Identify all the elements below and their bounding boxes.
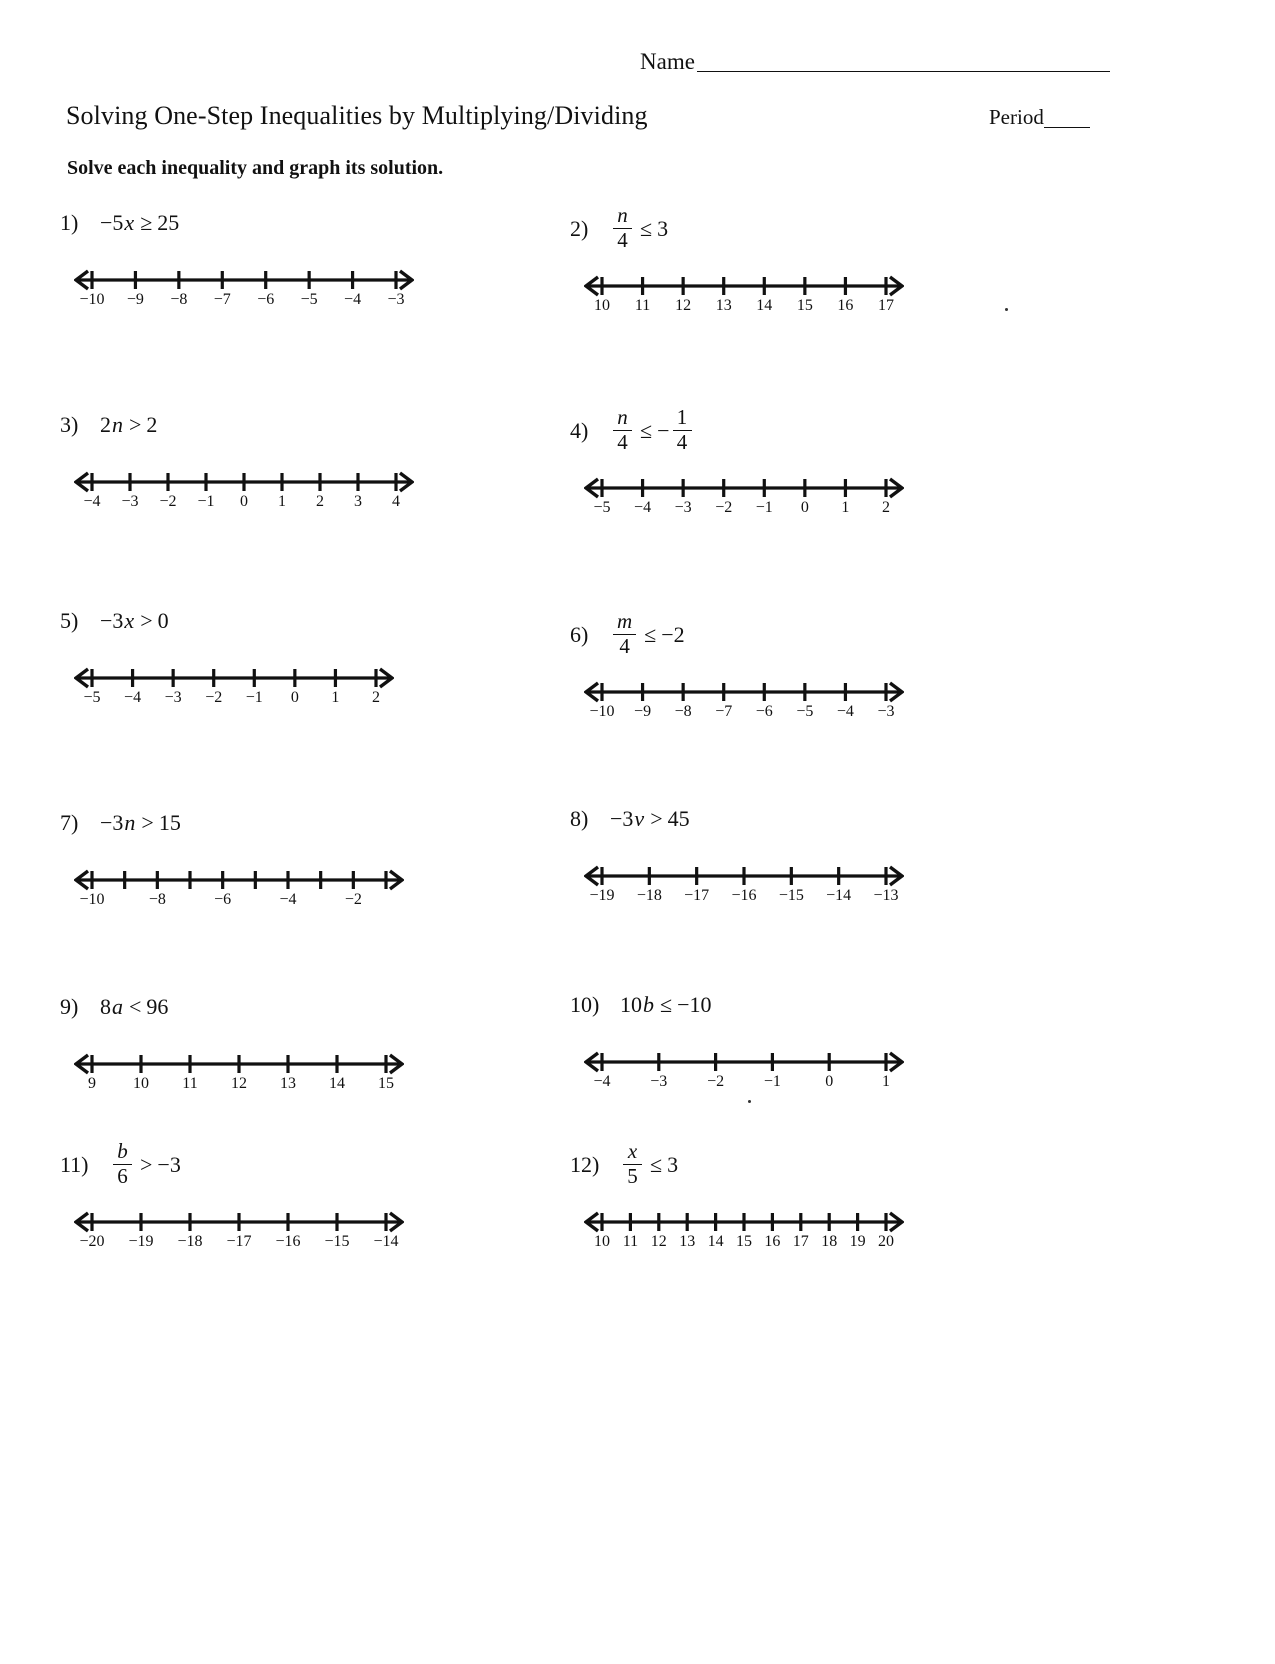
right-hand-side: −10 — [677, 992, 712, 1017]
problem-9 — [60, 984, 580, 1100]
tick-label: −4 — [593, 1073, 611, 1090]
tick-label: −1 — [755, 499, 773, 516]
tick-label: 12 — [675, 297, 692, 314]
tick-label: −5 — [796, 703, 814, 720]
coefficient: −3 — [610, 806, 634, 831]
number-line-graphic — [74, 860, 404, 894]
tick-label: 1 — [882, 1073, 890, 1090]
fraction-numerator: 1 — [676, 405, 688, 430]
problem-number: 10) — [570, 992, 600, 1017]
inequality-expression — [620, 992, 712, 1018]
number-line-tick-labels — [74, 1075, 404, 1100]
number-line-graphic — [584, 856, 904, 890]
tick-label: 13 — [715, 297, 732, 314]
answer-graph-area[interactable] — [584, 1202, 1090, 1258]
number-line-graphic — [584, 266, 904, 300]
problem-row — [0, 788, 1275, 970]
problem-number: 3) — [60, 412, 79, 437]
tick-label: −3 — [650, 1073, 668, 1090]
fraction-numerator: m — [617, 609, 633, 634]
tick-label: 1 — [841, 499, 850, 516]
problem-list — [0, 190, 1275, 1290]
right-hand-side: −3 — [157, 1152, 181, 1177]
answer-graph-area[interactable] — [74, 1202, 580, 1258]
number-line-graphic — [584, 468, 904, 502]
tick-label: −2 — [715, 499, 733, 516]
tick-label: 3 — [354, 493, 362, 510]
inequality-expression — [100, 412, 157, 438]
number-line-graphic — [74, 1044, 404, 1078]
tick-label: 14 — [329, 1075, 345, 1092]
tick-label: 11 — [634, 297, 651, 314]
relation-operator: ≥ — [140, 210, 153, 235]
number-line-graphic — [74, 658, 394, 692]
number-line-tick-labels — [584, 499, 904, 524]
number-line[interactable] — [74, 658, 580, 714]
tick-label: 16 — [764, 1233, 781, 1250]
fraction-numerator: n — [617, 203, 628, 228]
relation-operator: ≤ — [644, 622, 657, 647]
number-line[interactable] — [74, 1044, 580, 1100]
tick-label: −15 — [324, 1233, 350, 1250]
variable: a — [112, 994, 123, 1019]
tick-label: 2 — [372, 689, 380, 706]
number-line[interactable] — [584, 672, 1090, 728]
period-write-in-line[interactable] — [1044, 126, 1090, 128]
tick-label: 16 — [837, 297, 854, 314]
period-label: Period — [989, 105, 1044, 129]
tick-label: −1 — [763, 1073, 781, 1090]
tick-label: 2 — [882, 499, 890, 516]
problem-number: 9) — [60, 994, 79, 1019]
number-line-graphic — [584, 672, 904, 706]
inequality-expression — [100, 810, 181, 836]
tick-label: −3 — [121, 493, 139, 510]
number-line[interactable] — [74, 462, 580, 518]
tick-label: 17 — [792, 1233, 809, 1250]
tick-label: −16 — [731, 887, 757, 904]
tick-label: 11 — [622, 1233, 639, 1250]
problem-5 — [60, 598, 580, 714]
tick-label: −3 — [387, 291, 405, 308]
tick-label: −4 — [634, 499, 652, 516]
problem-10 — [570, 982, 1090, 1098]
tick-label: −4 — [279, 891, 297, 908]
fraction — [613, 205, 632, 251]
fraction — [613, 611, 636, 657]
tick-label: −7 — [715, 703, 733, 720]
number-line[interactable] — [74, 260, 580, 316]
coefficient: −5 — [100, 210, 124, 235]
tick-label: −18 — [636, 887, 662, 904]
number-line-graphic — [74, 462, 414, 496]
period-field-row — [989, 105, 1090, 130]
tick-label: 17 — [878, 297, 894, 314]
problem-row — [0, 1130, 1275, 1290]
tick-label: −19 — [128, 1233, 154, 1250]
tick-label: −8 — [674, 703, 692, 720]
tick-label: −15 — [778, 887, 804, 904]
tick-label: −5 — [593, 499, 611, 516]
tick-label: −4 — [83, 493, 101, 510]
tick-label: −8 — [148, 891, 166, 908]
problem-7 — [60, 800, 580, 916]
problem-number: 4) — [570, 418, 589, 443]
tick-label: 0 — [825, 1073, 834, 1090]
right-hand-side: −2 — [661, 622, 685, 647]
right-hand-side: 25 — [157, 210, 180, 235]
number-line[interactable] — [584, 1042, 1090, 1098]
tick-label: 2 — [316, 493, 324, 510]
problem-number: 8) — [570, 806, 589, 831]
tick-label: −8 — [170, 291, 188, 308]
number-line-tick-labels — [74, 291, 414, 316]
answer-graph-area[interactable] — [584, 672, 1090, 728]
tick-label: −2 — [344, 891, 362, 908]
problem-6 — [570, 609, 1090, 728]
tick-label: −17 — [684, 887, 710, 904]
number-line-tick-labels — [584, 1233, 904, 1258]
relation-operator: > — [650, 806, 663, 831]
tick-label: −3 — [877, 703, 895, 720]
fraction-numerator: n — [617, 405, 628, 430]
problem-number: 5) — [60, 608, 79, 633]
page-title: Solving One-Step Inequalities by Multiplying/Dividing — [66, 101, 648, 130]
fraction — [673, 407, 692, 453]
right-hand-side: 45 — [667, 806, 690, 831]
problem-row — [0, 386, 1275, 588]
tick-label: −13 — [873, 887, 899, 904]
fraction-denominator: 5 — [627, 1163, 638, 1188]
inequality-expression — [620, 1139, 679, 1188]
answer-graph-area[interactable] — [584, 1042, 1090, 1098]
problem-statement — [570, 1139, 1090, 1188]
relation-operator: ≤ — [660, 992, 673, 1017]
inequality-expression — [610, 203, 669, 252]
tick-label: −18 — [177, 1233, 203, 1250]
relation-operator: > — [141, 810, 154, 835]
answer-graph-area[interactable] — [74, 462, 580, 518]
tick-label: −6 — [214, 891, 232, 908]
tick-label: 4 — [392, 493, 400, 510]
problem-11 — [60, 1139, 580, 1258]
tick-label: 15 — [796, 297, 813, 314]
number-line-tick-labels — [584, 297, 904, 322]
relation-operator: < — [129, 994, 142, 1019]
number-line-tick-labels — [74, 1233, 404, 1258]
right-hand-side: 3 — [667, 1152, 679, 1177]
problem-number: 1) — [60, 210, 79, 235]
tick-label: 15 — [378, 1075, 394, 1092]
number-line-tick-labels — [584, 1073, 904, 1098]
number-line-tick-labels — [74, 891, 404, 916]
answer-graph-area[interactable] — [584, 856, 1090, 912]
answer-graph-area[interactable] — [584, 266, 1090, 322]
number-line[interactable] — [584, 1202, 1090, 1258]
tick-label: −4 — [836, 703, 854, 720]
tick-label: −4 — [344, 291, 362, 308]
number-line-graphic — [584, 1202, 904, 1236]
inequality-expression — [100, 608, 169, 634]
fraction-numerator: x — [627, 1139, 638, 1164]
tick-label: −9 — [126, 291, 144, 308]
variable: x — [124, 608, 135, 633]
negative-sign: − — [657, 418, 670, 443]
fraction-denominator: 4 — [617, 429, 628, 454]
problem-statement — [60, 1139, 580, 1188]
problem-number: 7) — [60, 810, 79, 835]
tick-label: −10 — [589, 703, 615, 720]
coefficient: 2 — [100, 412, 111, 437]
fraction-denominator: 4 — [617, 227, 628, 252]
problem-statement — [60, 402, 580, 448]
number-line-tick-labels — [584, 703, 904, 728]
number-line[interactable] — [584, 856, 1090, 912]
answer-graph-area[interactable] — [74, 658, 580, 714]
problem-statement — [570, 609, 1090, 658]
tick-label: 12 — [650, 1233, 667, 1250]
tick-label: 11 — [182, 1075, 198, 1092]
tick-label: 13 — [679, 1233, 696, 1250]
coefficient: −3 — [100, 810, 124, 835]
tick-label: −3 — [674, 499, 692, 516]
name-label: Name — [640, 49, 695, 74]
tick-label: −1 — [197, 493, 215, 510]
tick-label: −20 — [79, 1233, 105, 1250]
fraction-numerator: b — [117, 1139, 128, 1164]
problem-statement — [60, 984, 580, 1030]
tick-label: −6 — [755, 703, 773, 720]
tick-label: −2 — [205, 689, 223, 706]
tick-label: −14 — [373, 1233, 399, 1250]
problem-row — [0, 970, 1275, 1130]
tick-label: −19 — [589, 887, 615, 904]
problem-3 — [60, 402, 580, 518]
inequality-expression — [100, 994, 168, 1020]
tick-label: 1 — [331, 689, 340, 706]
relation-operator: ≤ — [640, 216, 653, 241]
answer-graph-area[interactable] — [74, 260, 580, 316]
number-line-graphic — [74, 1202, 404, 1236]
tick-label: 14 — [756, 297, 773, 314]
problem-statement — [570, 203, 1090, 252]
tick-label: −6 — [257, 291, 275, 308]
problem-statement — [60, 200, 580, 246]
fraction — [113, 1141, 132, 1187]
tick-label: −16 — [275, 1233, 301, 1250]
directions-text: Solve each inequality and graph its solution. — [67, 157, 444, 179]
tick-label: −7 — [213, 291, 231, 308]
number-line-tick-labels — [74, 493, 414, 518]
variable: x — [124, 210, 135, 235]
scan-artifact-dot — [748, 1100, 751, 1103]
right-hand-side: 0 — [157, 608, 169, 633]
tick-label: −3 — [164, 689, 182, 706]
tick-label: 10 — [594, 297, 610, 314]
tick-label: 13 — [280, 1075, 296, 1092]
tick-label: −10 — [79, 891, 105, 908]
coefficient: 8 — [100, 994, 111, 1019]
tick-label: 0 — [240, 493, 248, 510]
problem-row — [0, 190, 1275, 386]
tick-label: 1 — [278, 493, 286, 510]
inequality-expression — [610, 405, 695, 454]
problem-row — [0, 588, 1275, 788]
tick-label: −5 — [300, 291, 318, 308]
right-hand-side: 15 — [158, 810, 181, 835]
problem-statement — [570, 405, 1090, 454]
fraction — [623, 1141, 642, 1187]
scan-artifact-dot — [1005, 308, 1008, 311]
relation-operator: ≤ — [650, 1152, 663, 1177]
problem-number: 2) — [570, 216, 589, 241]
number-line-tick-labels — [584, 887, 904, 912]
tick-label: −2 — [159, 493, 177, 510]
tick-label: −17 — [226, 1233, 252, 1250]
problem-number: 11) — [60, 1152, 89, 1177]
tick-label: −9 — [634, 703, 652, 720]
answer-graph-area[interactable] — [74, 860, 580, 916]
coefficient: 10 — [620, 992, 642, 1017]
inequality-expression — [110, 1139, 181, 1188]
right-hand-side: 3 — [657, 216, 669, 241]
fraction-denominator: 6 — [117, 1163, 128, 1188]
tick-label: 19 — [849, 1233, 866, 1250]
problem-statement — [60, 800, 580, 846]
tick-label: 12 — [231, 1075, 247, 1092]
tick-label: 10 — [594, 1233, 610, 1250]
problem-4 — [570, 405, 1090, 524]
relation-operator: > — [140, 1152, 153, 1177]
tick-label: −14 — [826, 887, 852, 904]
problem-2 — [570, 203, 1090, 322]
inequality-expression — [100, 210, 179, 236]
variable: n — [124, 810, 136, 835]
problem-statement — [570, 982, 1090, 1028]
right-hand-side: 2 — [146, 412, 158, 437]
tick-label: −5 — [83, 689, 101, 706]
problem-8 — [570, 796, 1090, 912]
tick-label: −1 — [245, 689, 263, 706]
problem-1 — [60, 200, 580, 316]
tick-label: 15 — [736, 1233, 752, 1250]
fraction-denominator: 4 — [619, 633, 630, 658]
number-line[interactable] — [584, 266, 1090, 322]
fraction — [613, 407, 632, 453]
relation-operator: ≤ — [640, 418, 653, 443]
variable: b — [643, 992, 654, 1017]
variable: v — [634, 806, 645, 831]
tick-label: −4 — [124, 689, 142, 706]
problem-number: 12) — [570, 1152, 600, 1177]
number-line-tick-labels — [74, 689, 394, 714]
problem-12 — [570, 1139, 1090, 1258]
tick-label: 0 — [290, 689, 299, 706]
problem-statement — [60, 598, 580, 644]
problem-number: 6) — [570, 622, 589, 647]
tick-label: 9 — [88, 1075, 96, 1092]
tick-label: 20 — [878, 1233, 894, 1250]
name-write-in-line[interactable] — [697, 70, 1110, 72]
relation-operator: > — [140, 608, 153, 633]
number-line[interactable] — [74, 1202, 580, 1258]
tick-label: 18 — [821, 1233, 838, 1250]
tick-label: 14 — [707, 1233, 724, 1250]
answer-graph-area[interactable] — [584, 468, 1090, 524]
tick-label: 10 — [133, 1075, 149, 1092]
variable: n — [112, 412, 123, 437]
tick-label: 0 — [800, 499, 809, 516]
relation-operator: > — [129, 412, 142, 437]
inequality-expression — [610, 806, 690, 832]
problem-statement — [570, 796, 1090, 842]
tick-label: −2 — [707, 1073, 725, 1090]
right-hand-side: 96 — [146, 994, 169, 1019]
number-line[interactable] — [584, 468, 1090, 524]
number-line-graphic — [74, 260, 414, 294]
name-field-row — [640, 50, 1110, 75]
number-line[interactable] — [74, 860, 580, 916]
tick-label: −10 — [79, 291, 105, 308]
number-line-graphic — [584, 1042, 904, 1076]
inequality-expression — [610, 609, 685, 658]
fraction-denominator: 4 — [676, 429, 688, 454]
answer-graph-area[interactable] — [74, 1044, 580, 1100]
coefficient: −3 — [100, 608, 124, 633]
